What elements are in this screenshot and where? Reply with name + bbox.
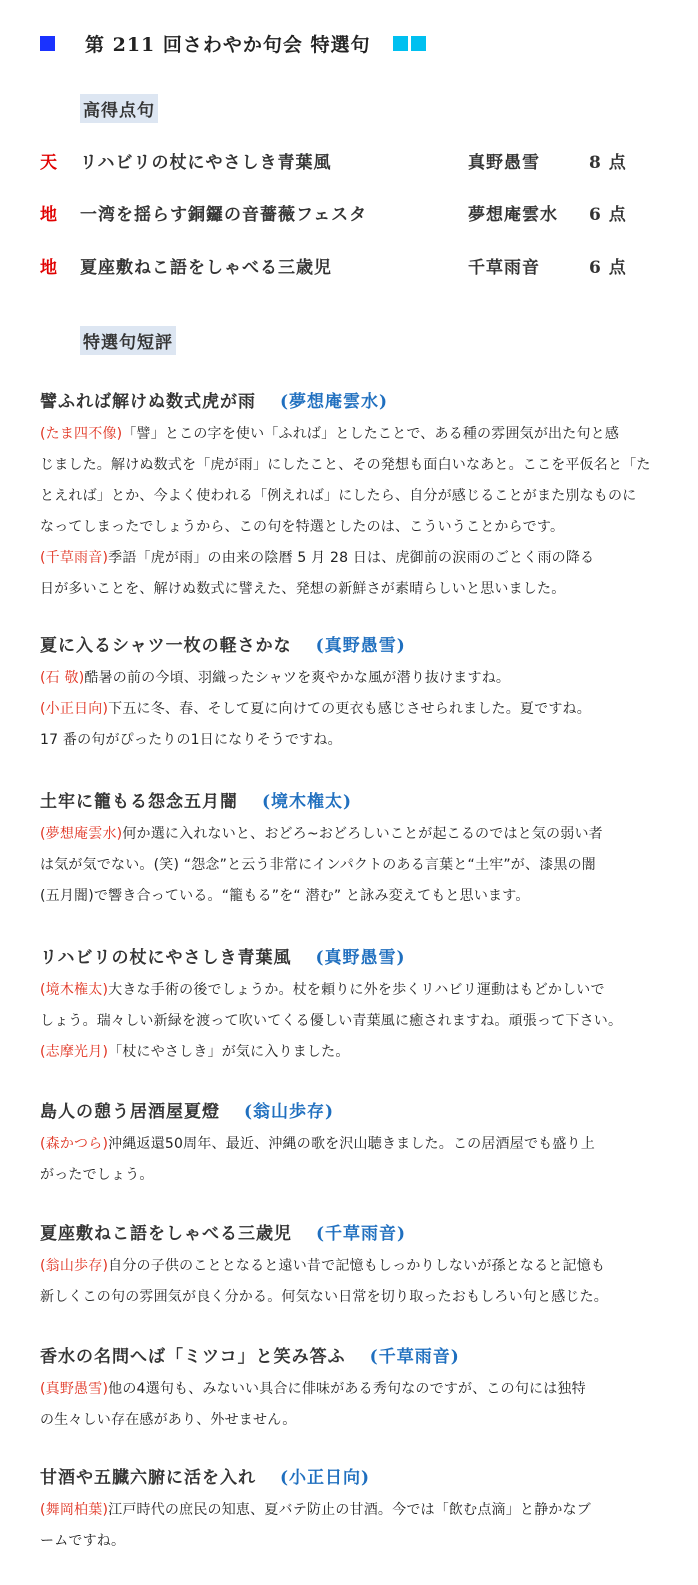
haiku-text: 夏座敷ねこ語をしゃべる三歳児 <box>40 1224 292 1244</box>
haiku-line <box>40 785 688 819</box>
comment-line <box>40 881 688 912</box>
comment-line <box>40 819 688 850</box>
haiku-text: 島人の憩う居酒屋夏燈 <box>40 1102 220 1122</box>
comment-line <box>40 512 688 543</box>
comment-text: 自分の子供のこととなると遠い昔で記憶もしっかりしないが孫となると記憶も <box>108 1258 606 1274</box>
commenter: (真野愚雪) <box>40 1381 109 1397</box>
haiku-line <box>40 629 688 663</box>
rank-row <box>40 200 680 226</box>
commenter: (志摩光月) <box>40 1044 109 1060</box>
review-entry <box>40 941 688 1068</box>
comment-text: 何か選に入れないと、おどろ~おどろしいことが起こるのではと気の弱い者 <box>122 826 603 842</box>
commenter: (舞岡柏葉) <box>40 1502 109 1518</box>
haiku-text: 夏に入るシャツ一枚の軽さかな <box>40 636 292 656</box>
comment-text: がったでしょう。 <box>40 1167 154 1183</box>
comment-line <box>40 1374 688 1405</box>
comment-text: (五月闇)で響き合っている。“籠もる”を“ 潜む” と詠み変えてもと思います。 <box>40 888 530 904</box>
rank-points: 8 点 <box>589 153 627 173</box>
haiku-author: (夢想庵雲水) <box>280 392 389 412</box>
rank-row <box>40 148 680 174</box>
comment-line <box>40 1405 688 1436</box>
comment-line <box>40 850 688 881</box>
commenter: (森かつら) <box>40 1136 109 1152</box>
commenter: (小正日向) <box>40 701 109 717</box>
comment-line <box>40 574 688 605</box>
review-entry <box>40 385 688 605</box>
haiku-author: (小正日向) <box>280 1468 371 1488</box>
rank-mark: 天 <box>40 153 58 173</box>
comment-text: 大きな手術の後でしょうか。杖を頼りに外を歩くリハビリ運動はもどかしいで <box>108 982 605 998</box>
comment-line <box>40 1526 688 1557</box>
comment-line <box>40 419 688 450</box>
haiku-text: 譬ふれば解けぬ数式虎が雨 <box>40 392 256 412</box>
review-entry <box>40 1461 688 1557</box>
haiku-author: (千草雨音) <box>369 1347 460 1367</box>
comment-text: 「譬」とこの字を使い「ふれば」としたことで、ある種の雰囲気が出た句と感 <box>122 426 620 442</box>
rank-mark: 地 <box>40 205 58 225</box>
comment-text: 新しくこの句の雰囲気が良く分かる。何気ない日常を切り取ったおもしろい句と感じた。 <box>40 1289 608 1305</box>
commenter: (境木権太) <box>40 982 109 998</box>
comment-line <box>40 1037 688 1068</box>
page-title-row <box>40 28 429 58</box>
haiku-line <box>40 1340 688 1374</box>
cyan-square-icon <box>411 36 426 51</box>
rank-author: 真野愚雪 <box>468 153 540 173</box>
comment-line <box>40 694 688 725</box>
comment-text: とえれば」とか、今よく使われる「例えれば」にしたら、自分が感じることがまた別なものに <box>40 488 637 504</box>
comment-text: 17 番の句がぴったりの1日になりそうですね。 <box>40 732 342 748</box>
comment-block <box>40 1251 688 1313</box>
comment-text: 沖縄返還50周年、最近、沖縄の歌を沢山聴きました。この居酒屋でも盛り上 <box>108 1136 595 1152</box>
haiku-text: 土牢に籠もる怨念五月闇 <box>40 792 238 812</box>
commenter: (翁山歩存) <box>40 1258 109 1274</box>
page-title: 第 211 回さわやか句会 特選句 <box>85 33 371 56</box>
commenter: (石 敬) <box>40 670 85 686</box>
comment-block <box>40 1495 688 1557</box>
comment-text: なってしまったでしょうから、この句を特選としたのは、こういうことからです。 <box>40 519 565 535</box>
comment-line <box>40 450 688 481</box>
haiku-text: 香水の名問へば「ミツコ」と笑み答ふ <box>40 1347 346 1367</box>
rank-haiku: リハビリの杖にやさしき青葉風 <box>80 153 332 173</box>
high-score-heading: 高得点句 <box>80 94 158 123</box>
rank-mark: 地 <box>40 258 58 278</box>
review-entry <box>40 1095 688 1191</box>
comment-text: 季語「虎が雨」の由来の陰暦 5 月 28 日は、虎御前の涙雨のごとく雨の降る <box>108 550 595 566</box>
comment-block <box>40 419 688 605</box>
haiku-text: 甘酒や五臓六腑に活を入れ <box>40 1468 256 1488</box>
comment-line <box>40 1006 688 1037</box>
haiku-author: (真野愚雪) <box>315 948 406 968</box>
haiku-author: (千草雨音) <box>316 1224 407 1244</box>
comment-text: ームですね。 <box>40 1533 126 1549</box>
comment-text: 下五に冬、春、そして夏に向けての更衣も感じさせられました。夏ですね。 <box>108 701 591 717</box>
haiku-line <box>40 941 688 975</box>
review-entry <box>40 785 688 912</box>
review-entry <box>40 1340 688 1436</box>
haiku-text: リハビリの杖にやさしき青葉風 <box>40 948 292 968</box>
comment-line <box>40 1251 688 1282</box>
comment-text: 「杖にやさしき」が気に入りました。 <box>108 1044 350 1060</box>
rank-haiku: 一湾を揺らす銅鑼の音薔薇フェスタ <box>80 205 368 225</box>
comment-block <box>40 663 688 756</box>
comment-text: 日が多いことを、解けぬ数式に譬えた、発想の新鮮さが素晴らしいと思いました。 <box>40 581 566 597</box>
cyan-square-icon <box>393 36 408 51</box>
comment-line <box>40 481 688 512</box>
rank-points: 6 点 <box>589 258 627 278</box>
comment-text: 他の4選句も、みないい具合に俳味がある秀句なのですが、この句には独特 <box>108 1381 586 1397</box>
comment-line <box>40 543 688 574</box>
comment-text: は気が気でない。(笑) “怨念”と云う非常にインパクトのある言葉と“土牢”が、漆黒の闇 <box>40 857 597 873</box>
rank-author: 夢想庵雲水 <box>468 205 558 225</box>
commenter: (千草雨音) <box>40 550 109 566</box>
haiku-line <box>40 1461 688 1495</box>
comment-line <box>40 975 688 1006</box>
haiku-author: (翁山歩存) <box>244 1102 335 1122</box>
comment-text: の生々しい存在感があり、外せません。 <box>40 1412 297 1428</box>
haiku-author: (境木権太) <box>262 792 353 812</box>
comment-line <box>40 1160 688 1191</box>
comment-line <box>40 1129 688 1160</box>
rank-row <box>40 253 680 279</box>
commenter: (たま四不像) <box>40 426 123 442</box>
commenter: (夢想庵雲水) <box>40 826 123 842</box>
comment-block <box>40 975 688 1068</box>
haiku-line <box>40 385 688 419</box>
comment-text: 酷暑の前の今頃、羽織ったシャツを爽やかな風が潜り抜けますね。 <box>84 670 511 686</box>
comment-text: しょう。瑞々しい新緑を渡って吹いてくる優しい青葉風に癒されますね。頑張って下さい。 <box>40 1013 623 1029</box>
haiku-line <box>40 1217 688 1251</box>
review-entry <box>40 1217 688 1313</box>
haiku-line <box>40 1095 688 1129</box>
rank-author: 千草雨音 <box>468 258 540 278</box>
comment-line <box>40 1282 688 1313</box>
comment-block <box>40 1374 688 1436</box>
rank-points: 6 点 <box>589 205 627 225</box>
rank-haiku: 夏座敷ねこ語をしゃべる三歳児 <box>80 258 332 278</box>
review-heading: 特選句短評 <box>80 326 176 355</box>
comment-text: じました。解けぬ数式を「虎が雨」にしたこと、その発想も面白いなあと。ここを平仮名と「た <box>40 457 651 473</box>
haiku-author: (真野愚雪) <box>315 636 406 656</box>
comment-line <box>40 663 688 694</box>
comment-block <box>40 1129 688 1191</box>
comment-line <box>40 1495 688 1526</box>
comment-line <box>40 725 688 756</box>
review-entry <box>40 629 688 756</box>
blue-square-icon <box>40 36 55 51</box>
comment-block <box>40 819 688 912</box>
comment-text: 江戸時代の庶民の知恵、夏バテ防止の甘酒。今では「飲む点滴」と静かなブ <box>108 1502 591 1518</box>
